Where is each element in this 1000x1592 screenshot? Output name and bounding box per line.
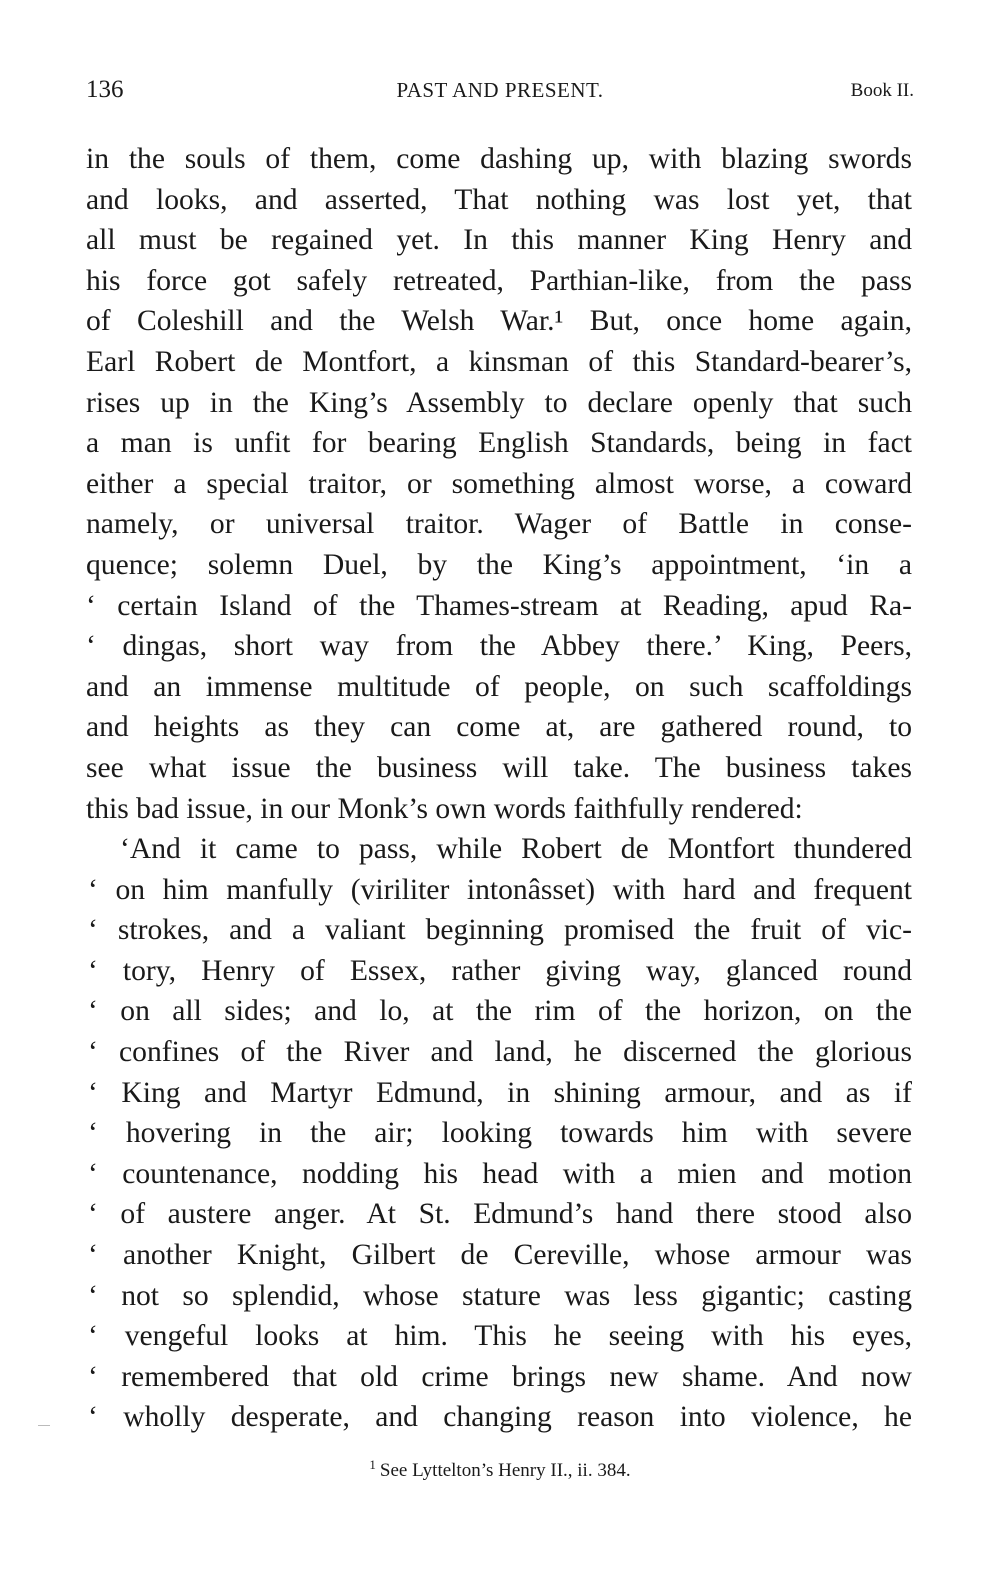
body-line: his force got safely retreated, Parthian-like, from the pass (86, 264, 912, 297)
running-title: PAST AND PRESENT. (396, 78, 604, 102)
quote-line: ‘ King and Martyr Edmund, in shining armour, and as if (88, 1076, 912, 1109)
quote-line: ‘ on him manfully (viriliter intonâsset) with hard and frequent (88, 873, 912, 906)
quote-line: ‘ countenance, nodding his head with a mien and motion (88, 1157, 912, 1190)
body-line: this bad issue, in our Monk’s own words faithfully rendered: (86, 792, 803, 825)
margin-mark (38, 1425, 50, 1426)
body-line: either a special traitor, or something almost worse, a coward (86, 467, 912, 500)
body-line: ‘ dingas, short way from the Abbey there.’ King, Peers, (86, 630, 912, 663)
body-line: quence; solemn Duel, by the King’s appointment, ‘in a (86, 548, 912, 581)
quote-line: ‘ another Knight, Gilbert de Cereville, whose armour was (88, 1239, 912, 1272)
body-line: see what issue the business will take. The business takes (86, 751, 912, 784)
body-line: and looks, and asserted, That nothing was lost yet, that (86, 183, 912, 216)
body-line: and an immense multitude of people, on such scaffoldings (86, 670, 912, 703)
body-line: of Coleshill and the Welsh War.¹ But, once home again, (86, 305, 912, 338)
body-line: namely, or universal traitor. Wager of Battle in conse- (86, 508, 912, 541)
footnote-text: See Lyttelton’s Henry II., ii. 384. (379, 1460, 631, 1481)
body-line: Earl Robert de Montfort, a kinsman of this Standard-bearer’s, (86, 345, 912, 378)
body-line: ‘ certain Island of the Thames-stream at Reading, apud Ra- (86, 589, 912, 622)
quote-line: ‘ confines of the River and land, he discerned the glorious (88, 1036, 912, 1069)
quote-line: ‘And it came to pass, while Robert de Montfort thundered (120, 833, 912, 866)
footnote-marker: 1 (369, 1457, 376, 1472)
body-line: rises up in the King’s Assembly to declare openly that such (86, 386, 912, 419)
quote-line: ‘ hovering in the air; looking towards him with severe (88, 1117, 912, 1150)
quote-line: ‘ vengeful looks at him. This he seeing with his eyes, (88, 1320, 912, 1353)
quote-line: ‘ tory, Henry of Essex, rather giving way, glanced round (88, 954, 912, 987)
quote-line: ‘ not so splendid, whose stature was less gigantic; casting (88, 1279, 912, 1312)
footnote (0, 1457, 1000, 1482)
quote-line: ‘ strokes, and a valiant beginning promised the fruit of vic- (88, 914, 912, 947)
quote-line: ‘ on all sides; and lo, at the rim of the horizon, on the (88, 995, 912, 1028)
quote-line: ‘ remembered that old crime brings new shame. And now (88, 1360, 912, 1393)
running-head (86, 76, 914, 108)
page-number: 136 (86, 76, 124, 103)
quote-line: ‘ of austere anger. At St. Edmund’s hand there stood also (88, 1198, 912, 1231)
body-line: in the souls of them, come dashing up, with blazing swords (86, 143, 912, 175)
book-label: Book II. (850, 80, 914, 101)
body-line: and heights as they can come at, are gathered round, to (86, 711, 912, 744)
body-line: all must be regained yet. In this manner King Henry and (86, 224, 912, 257)
quote-line: ‘ wholly desperate, and changing reason into violence, he (88, 1401, 912, 1434)
body-line: a man is unfit for bearing English Standards, being in fact (86, 427, 912, 460)
body-text (86, 139, 912, 1438)
